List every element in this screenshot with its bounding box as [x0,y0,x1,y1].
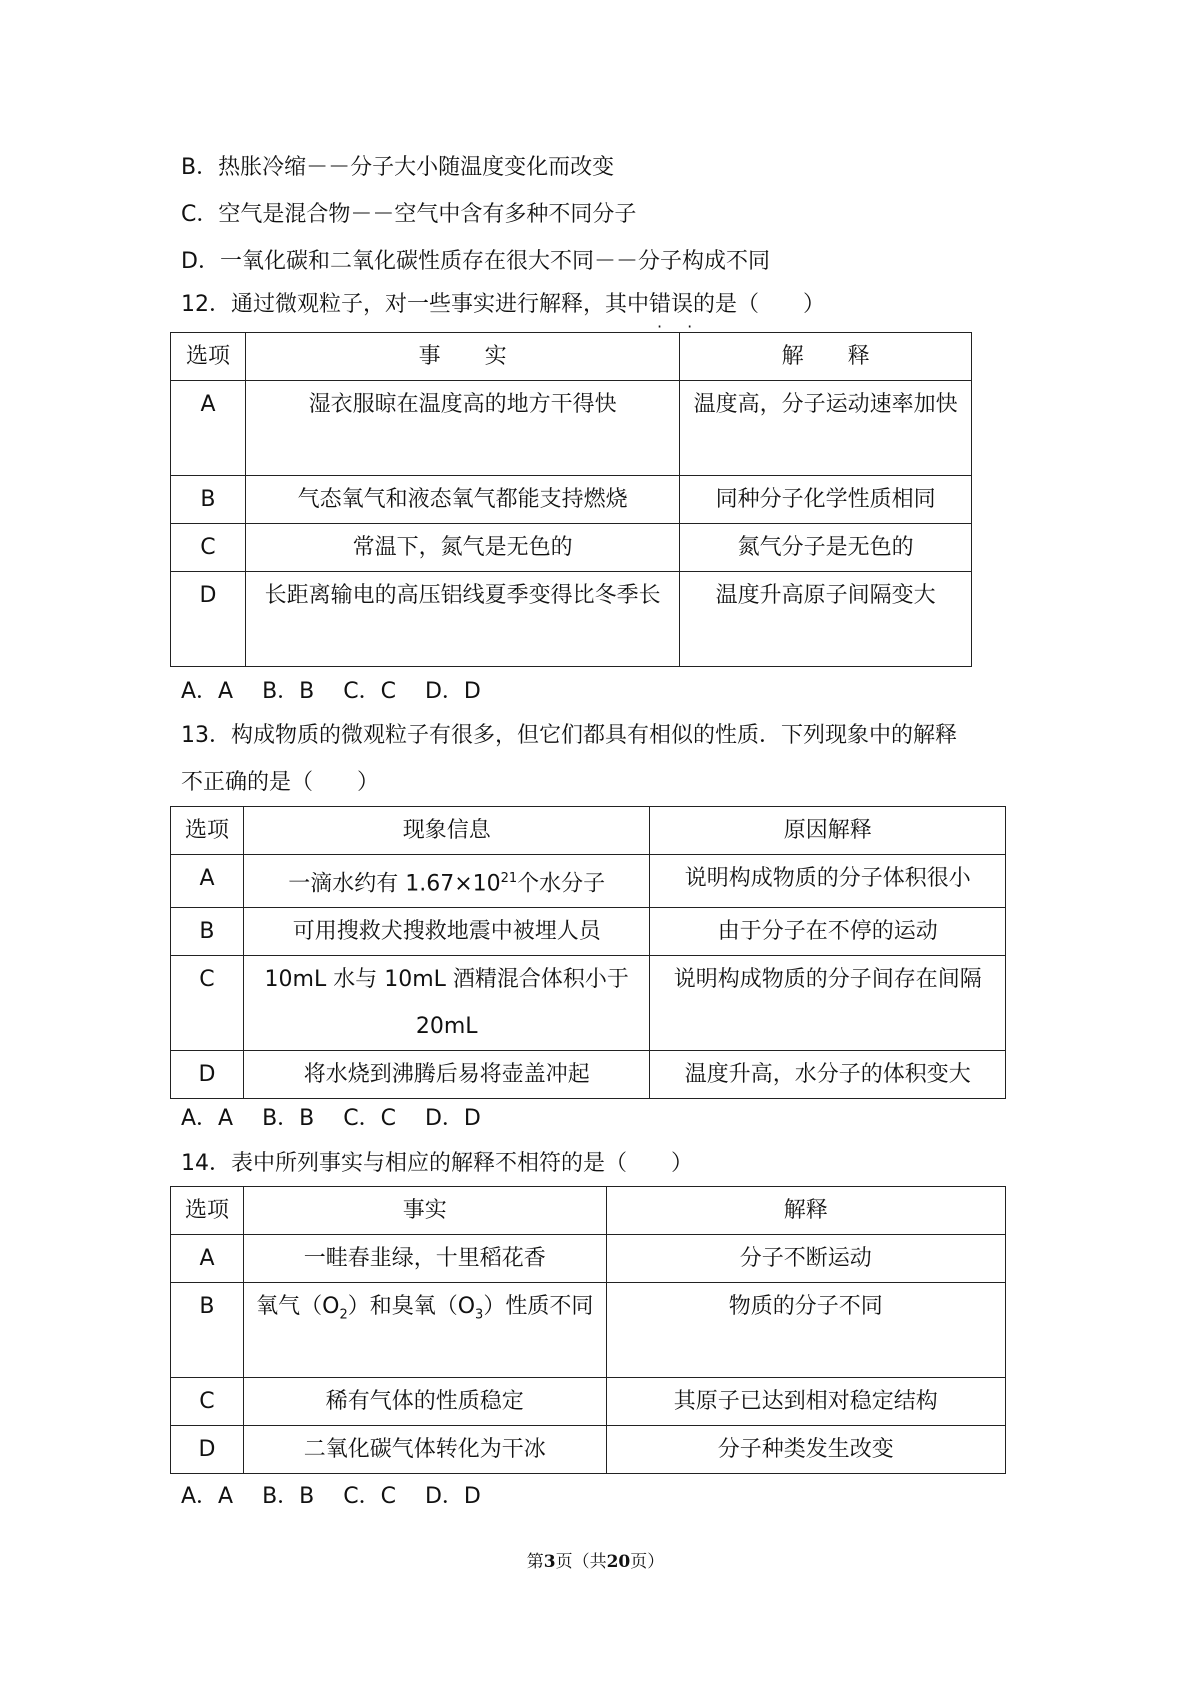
q14-header-explanation: 解释 [606,1187,1005,1235]
q12-header-fact: 事 实 [245,333,679,381]
table-row [171,524,972,572]
q14-row-option: D [171,1426,244,1474]
q14-row-fact [243,1283,606,1378]
q14-row-b-fact-part1: 氧气（O [256,1294,340,1319]
page-footer [0,1547,1191,1572]
table-row [171,855,1006,908]
q14-row-b-fact-part3: ）性质不同 [483,1294,594,1319]
q14-row-explanation: 分子不断运动 [606,1235,1005,1283]
q12-header-option: 选项 [171,333,246,381]
q13-row-phenomenon [243,855,650,908]
q13-row-option: B [171,908,244,956]
table-row [171,956,1006,1051]
q14-row-option: A [171,1235,244,1283]
q13-stem-line2: 不正确的是（ ） [181,770,380,795]
q13-choices: A．A B．B C．C D．D [181,1106,481,1131]
q14-row-explanation: 物质的分子不同 [606,1283,1005,1378]
q12-row-fact: 气态氧气和液态氧气都能支持燃烧 [245,476,679,524]
q12-row-explanation: 氮气分子是无色的 [680,524,972,572]
q12-row-option: D [171,572,246,667]
q14-row-fact: 一畦春韭绿，十里稻花香 [243,1235,606,1283]
q13-stem-line1: 13．构成物质的微观粒子有很多，但它们都具有相似的性质．下列现象中的解释 [181,723,957,748]
q13-row-reason: 说明构成物质的分子间存在间隔 [650,956,1006,1051]
q13-row-phenomenon: 将水烧到沸腾后易将壶盖冲起 [243,1051,650,1099]
q13-header-option: 选项 [171,807,244,855]
q14-row-b-subscript1: 2 [339,1307,348,1323]
q12-row-fact: 长距离输电的高压铝线夏季变得比冬季长 [245,572,679,667]
table-row [171,1378,1006,1426]
footer-page-number: 3 [543,1552,556,1572]
option-d-prev: D．一氧化碳和二氧化碳性质存在很大不同－－分子构成不同 [181,249,770,274]
q13-row-a-pre: 一滴水约有 1.67×10 [288,871,501,897]
q12-choices: A．A B．B C．C D．D [181,679,481,704]
q14-row-fact: 稀有气体的性质稳定 [243,1378,606,1426]
q12-row-option: C [171,524,246,572]
table-row [171,476,972,524]
q12-header-explanation: 解 释 [680,333,972,381]
q14-stem: 14．表中所列事实与相应的解释不相符的是（ ） [181,1151,693,1176]
q13-row-reason: 温度升高，水分子的体积变大 [650,1051,1006,1099]
option-b-prev: B．热胀冷缩－－分子大小随温度变化而改变 [181,155,615,180]
q14-row-fact: 二氧化碳气体转化为干冰 [243,1426,606,1474]
q13-row-reason: 由于分子在不停的运动 [650,908,1006,956]
q14-header-row [171,1187,1006,1235]
q12-stem-pre: 12．通过微观粒子，对一些事实进行解释，其中 [181,292,649,317]
q14-choices: A．A B．B C．C D．D [181,1484,481,1509]
q13-row-option: D [171,1051,244,1099]
q13-header-phenomenon: 现象信息 [243,807,650,855]
table-row [171,1283,1006,1378]
q13-header-reason: 原因解释 [650,807,1006,855]
q12-row-explanation: 温度升高原子间隔变大 [680,572,972,667]
q13-table [170,806,1006,1099]
q13-row-reason: 说明构成物质的分子体积很小 [650,855,1006,908]
table-row [171,908,1006,956]
q13-row-a-post: 个水分子 [517,871,606,897]
q12-stem-emphasis: 错误 · · [649,292,693,317]
footer-pre: 第 [526,1552,544,1572]
footer-total-pages: 20 [606,1552,631,1572]
q12-row-fact: 湿衣服晾在温度高的地方干得快 [245,381,679,476]
q12-row-option: B [171,476,246,524]
table-row [171,1051,1006,1099]
table-row [171,1426,1006,1474]
q14-row-explanation: 分子种类发生改变 [606,1426,1005,1474]
q12-row-fact: 常温下，氮气是无色的 [245,524,679,572]
q12-row-explanation: 同种分子化学性质相同 [680,476,972,524]
q14-row-option: C [171,1378,244,1426]
q14-header-option: 选项 [171,1187,244,1235]
option-c-prev: C．空气是混合物－－空气中含有多种不同分子 [181,202,637,227]
q14-row-explanation: 其原子已达到相对稳定结构 [606,1378,1005,1426]
q12-row-option: A [171,381,246,476]
q14-header-fact: 事实 [243,1187,606,1235]
q13-row-phenomenon: 10mL 水与 10mL 酒精混合体积小于20mL [243,956,650,1051]
table-row [171,381,972,476]
q12-stem [181,290,825,320]
q13-row-option: A [171,855,244,908]
q14-table [170,1186,1006,1474]
footer-post: 页） [630,1552,665,1572]
q14-row-b-fact-part2: ）和臭氧（O [347,1294,476,1319]
q12-table [170,332,972,667]
q12-header-row [171,333,972,381]
table-row [171,1235,1006,1283]
q12-stem-post: 的是（ ） [693,292,826,317]
table-row [171,572,972,667]
q13-row-phenomenon: 可用搜救犬搜救地震中被埋人员 [243,908,650,956]
q13-row-a-exponent: 21 [500,871,518,886]
q13-row-option: C [171,956,244,1051]
q14-row-option: B [171,1283,244,1378]
q14-row-b-subscript2: 3 [475,1307,484,1323]
q12-row-explanation: 温度高，分子运动速率加快 [680,381,972,476]
q13-header-row [171,807,1006,855]
footer-mid: 页（共 [555,1552,607,1572]
